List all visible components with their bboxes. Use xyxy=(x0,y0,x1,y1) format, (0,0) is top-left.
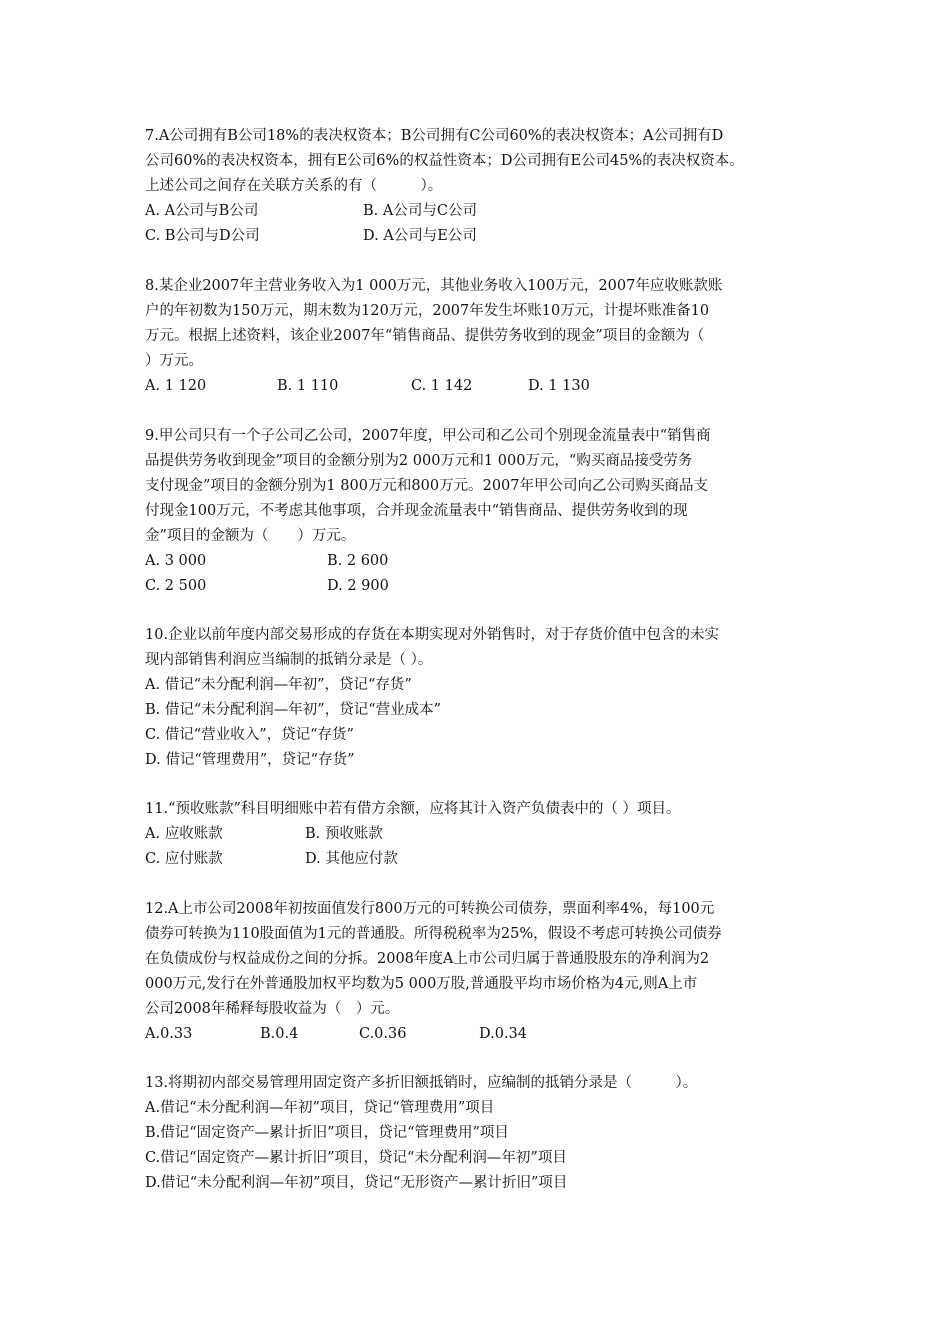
option-row xyxy=(145,199,825,224)
question-stem-line: 11.“预收账款”科目明细账中若有借方余额，应将其计入资产负债表中的（ ）项目。 xyxy=(145,801,681,817)
option-c: C. 1 142 xyxy=(411,378,473,394)
question-stem-line: 债券可转换为110股面值为1元的普通股。所得税税率为25%，假设不考虑可转换公司债券 xyxy=(145,926,722,942)
option-row xyxy=(145,549,825,574)
option-b: B.0.4 xyxy=(260,1026,299,1042)
question-stem-line: 9.甲公司只有一个子公司乙公司，2007年度，甲公司和乙公司个别现金流量表中“销售商 xyxy=(145,428,711,444)
question-stem-line: ）万元。 xyxy=(145,353,203,369)
option-row xyxy=(145,822,825,847)
question-stem-line: 上述公司之间存在关联方关系的有（ ）。 xyxy=(145,178,443,194)
option-c: C. 应付账款 xyxy=(145,851,223,867)
option-b: B. 2 600 xyxy=(327,553,389,569)
option-d: D. 其他应付款 xyxy=(305,851,398,867)
option-c: C. 借记“营业收入”，贷记“存货” xyxy=(145,727,354,743)
question-7 xyxy=(145,124,825,249)
question-stem-line: 13.将期初内部交易管理用固定资产多折旧额抵销时，应编制的抵销分录是（ ）。 xyxy=(145,1075,698,1091)
option-a: A.0.33 xyxy=(145,1026,193,1042)
option-a: A. 借记“未分配利润—年初”，贷记“存货” xyxy=(145,677,412,693)
question-stem-line: 付现金100万元，不考虑其他事项，合并现金流量表中“销售商品、提供劳务收到的现 xyxy=(145,503,688,519)
option-d: D. A公司与E公司 xyxy=(363,228,477,244)
question-stem-line: 现内部销售利润应当编制的抵销分录是（ ）。 xyxy=(145,652,433,668)
question-stem-line: 000万元,发行在外普通股加权平均数为5 000万股,普通股平均市场价格为4元,则A上市 xyxy=(145,976,698,992)
option-a: A. 1 120 xyxy=(145,378,207,394)
question-stem-line: 支付现金”项目的金额分别为1 800万元和800万元。2007年甲公司向乙公司购买商品支 xyxy=(145,478,708,494)
option-row xyxy=(145,224,825,249)
option-a: A.借记“未分配利润—年初”项目，贷记“管理费用”项目 xyxy=(145,1100,495,1116)
option-d: D. 2 900 xyxy=(327,578,389,594)
question-stem-line: 在负债成份与权益成份之间的分拆。2008年度A上市公司归属于普通股股东的净利润为2 xyxy=(145,951,710,967)
option-d: D.0.34 xyxy=(479,1026,528,1042)
option-b: B. 预收账款 xyxy=(305,826,383,842)
option-row xyxy=(145,574,825,599)
option-d: D.借记“未分配利润—年初”项目，贷记“无形资产—累计折旧”项目 xyxy=(145,1175,568,1191)
option-a: A. 3 000 xyxy=(145,553,207,569)
option-d: D. 1 130 xyxy=(528,378,590,394)
question-stem-line: 万元。根据上述资料，该企业2007年“销售商品、提供劳务收到的现金”项目的金额为（ xyxy=(145,328,705,344)
option-a: A. A公司与B公司 xyxy=(145,203,259,219)
question-stem-line: 10.企业以前年度内部交易形成的存货在本期实现对外销售时，对于存货价值中包含的未实 xyxy=(145,627,720,643)
question-stem-line: 公司2008年稀释每股收益为（ ）元。 xyxy=(145,1001,400,1017)
question-stem-line: 公司60%的表决权资本，拥有E公司6%的权益性资本；D公司拥有E公司45%的表决权资本。 xyxy=(145,153,744,169)
question-stem-line: 品提供劳务收到现金”项目的金额分别为2 000万元和1 000万元，“购买商品接受劳务 xyxy=(145,453,693,469)
option-row xyxy=(145,1022,825,1047)
question-stem-line: 户的年初数为150万元，期末数为120万元，2007年发生坏账10万元，计提坏账准备10 xyxy=(145,303,710,319)
question-12 xyxy=(145,897,825,1047)
option-d: D. 借记“管理费用”，贷记“存货” xyxy=(145,752,355,768)
option-c: C. B公司与D公司 xyxy=(145,228,260,244)
option-b: B. A公司与C公司 xyxy=(363,203,477,219)
option-b: B.借记“固定资产—累计折旧”项目，贷记“管理费用”项目 xyxy=(145,1125,509,1141)
option-b: B. 借记“未分配利润—年初”，贷记“营业成本” xyxy=(145,702,442,718)
question-10 xyxy=(145,623,825,773)
question-stem-line: 12.A上市公司2008年初按面值发行800万元的可转换公司债券，票面利率4%，每100元 xyxy=(145,901,715,917)
option-c: C.借记“固定资产—累计折旧”项目，贷记“未分配利润—年初”项目 xyxy=(145,1150,567,1166)
option-c: C. 2 500 xyxy=(145,578,207,594)
option-c: C.0.36 xyxy=(359,1026,407,1042)
option-b: B. 1 110 xyxy=(277,378,339,394)
option-row xyxy=(145,847,825,872)
question-8 xyxy=(145,274,825,399)
question-stem-line: 金”项目的金额为（ ）万元。 xyxy=(145,528,356,544)
question-stem-line: 8.某企业2007年主营业务收入为1 000万元，其他业务收入100万元，2007年应收账款账 xyxy=(145,278,723,294)
question-13 xyxy=(145,1071,825,1196)
question-stem-line: 7.A公司拥有B公司18%的表决权资本；B公司拥有C公司60%的表决权资本；A公司拥有D xyxy=(145,128,724,144)
question-11 xyxy=(145,797,825,872)
question-9 xyxy=(145,424,825,599)
option-a: A. 应收账款 xyxy=(145,826,223,842)
option-row xyxy=(145,374,825,399)
